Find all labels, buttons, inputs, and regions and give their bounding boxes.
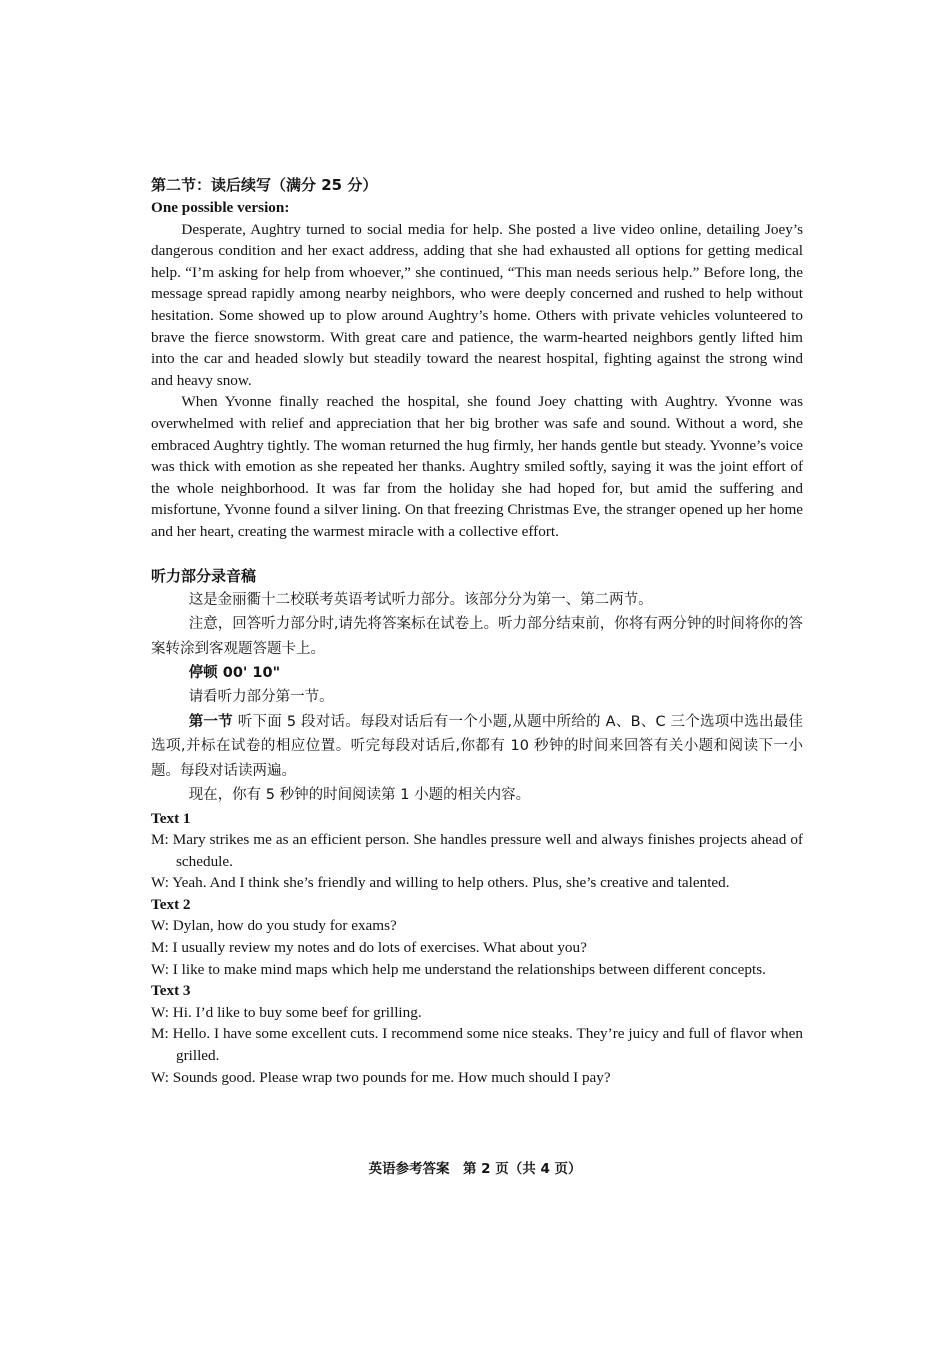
- pause-marker: 停顿 00' 10": [188, 665, 281, 681]
- part1-instruction: [151, 710, 803, 784]
- dialogue-line: W: I like to make mind maps which help me understand the relationships between different concepts.: [151, 960, 766, 978]
- page-content: [151, 173, 803, 1088]
- section2-title: 第二节：读后续写（满分 25 分）: [151, 176, 378, 194]
- dialogue-line: W: Hi. I’d like to buy some beef for grilling.: [151, 1003, 422, 1021]
- dialogue-line: W: Yeah. And I think she’s friendly and willing to help others. Plus, she’s creative and talented.: [151, 874, 730, 892]
- version-label: One possible version:: [151, 199, 290, 216]
- dialogue-line: M: I usually review my notes and do lots of exercises. What about you?: [151, 939, 587, 957]
- essay-paragraph-1: Desperate, Aughtry turned to social media for help. She posted a live video online, detailing Joey’s dangerous condition and her exact address, adding that she had exhausted all options for getting medical help. “I’m asking for help from whoever,” she continued, “This man needs serious help.” Before long, the message spread rapidly among nearby neighbors, who were deeply concerned and rushed to help without hesitation. Some showed up to plow around Aughtry’s home. Others with private vehicles volunteered to brave the fierce snowstorm. With great care and patience, the warm-hearted neighbors gently lifted him into the car and headed slowly but steadily toward the nearest hospital, fighting against the strong wind and heavy snow.: [151, 220, 803, 389]
- look-instruction: 请看听力部分第一节。: [188, 689, 334, 705]
- dialogue-line: W: Sounds good. Please wrap two pounds for me. How much should I pay?: [151, 1068, 611, 1086]
- listening-title: 听力部分录音稿: [151, 566, 257, 585]
- now-instruction: 现在，你有 5 秒钟的时间阅读第 1 小题的相关内容。: [188, 787, 531, 803]
- dialogue-line: M: Mary strikes me as an efficient person. She handles pressure well and always finishes projects ahead of schedule.: [151, 831, 803, 870]
- dialogue-line: W: Dylan, how do you study for exams?: [151, 917, 397, 935]
- page-footer: 英语参考答案 第 2 页（共 4 页）: [368, 1161, 582, 1177]
- listening-notice: 注意，回答听力部分时,请先将答案标在试卷上。听力部分结束前，你将有两分钟的时间将你的答案转涂到客观题答题卡上。: [151, 616, 803, 657]
- part1-text: 听下面 5 段对话。每段对话后有一个小题,从题中所给的 A、B、C 三个选项中选出最佳选项,并标在试卷的相应位置。听完每段对话后,你都有 10 秒钟的时间来回答有关小题和阅读下一小题。每段对话读两遍。: [151, 713, 803, 779]
- text-1-label: Text 1: [151, 809, 191, 827]
- essay-paragraph-2: When Yvonne finally reached the hospital, she found Joey chatting with Aughtry. Yvonne was overwhelmed with relief and appreciation that her big brother was safe and sound. Without a word, she embraced Aughtry tightly. The woman returned the hug firmly, her hands gentle but steady. Yvonne’s voice was thick with emotion as she repeated her thanks. Aughtry smiled softly, saying it was the joint effort of the whole neighborhood. It was far from the holiday she had hoped for, but amid the suffering and misfortune, Yvonne found a silver lining. On that freezing Christmas Eve, the stranger opened up her home and her heart, creating the warmest miracle with a collective effort.: [151, 393, 803, 540]
- part1-label: 第一节: [188, 713, 233, 730]
- text-3-label: Text 3: [151, 982, 191, 1000]
- listening-intro: 这是金丽衢十二校联考英语考试听力部分。该部分分为第一、第二两节。: [188, 591, 653, 608]
- dialogue-line: M: Hello. I have some excellent cuts. I recommend some nice steaks. They’re juicy and full of flavor when grilled.: [151, 1025, 803, 1065]
- text-2-label: Text 2: [151, 895, 191, 913]
- section-gap: [151, 543, 803, 564]
